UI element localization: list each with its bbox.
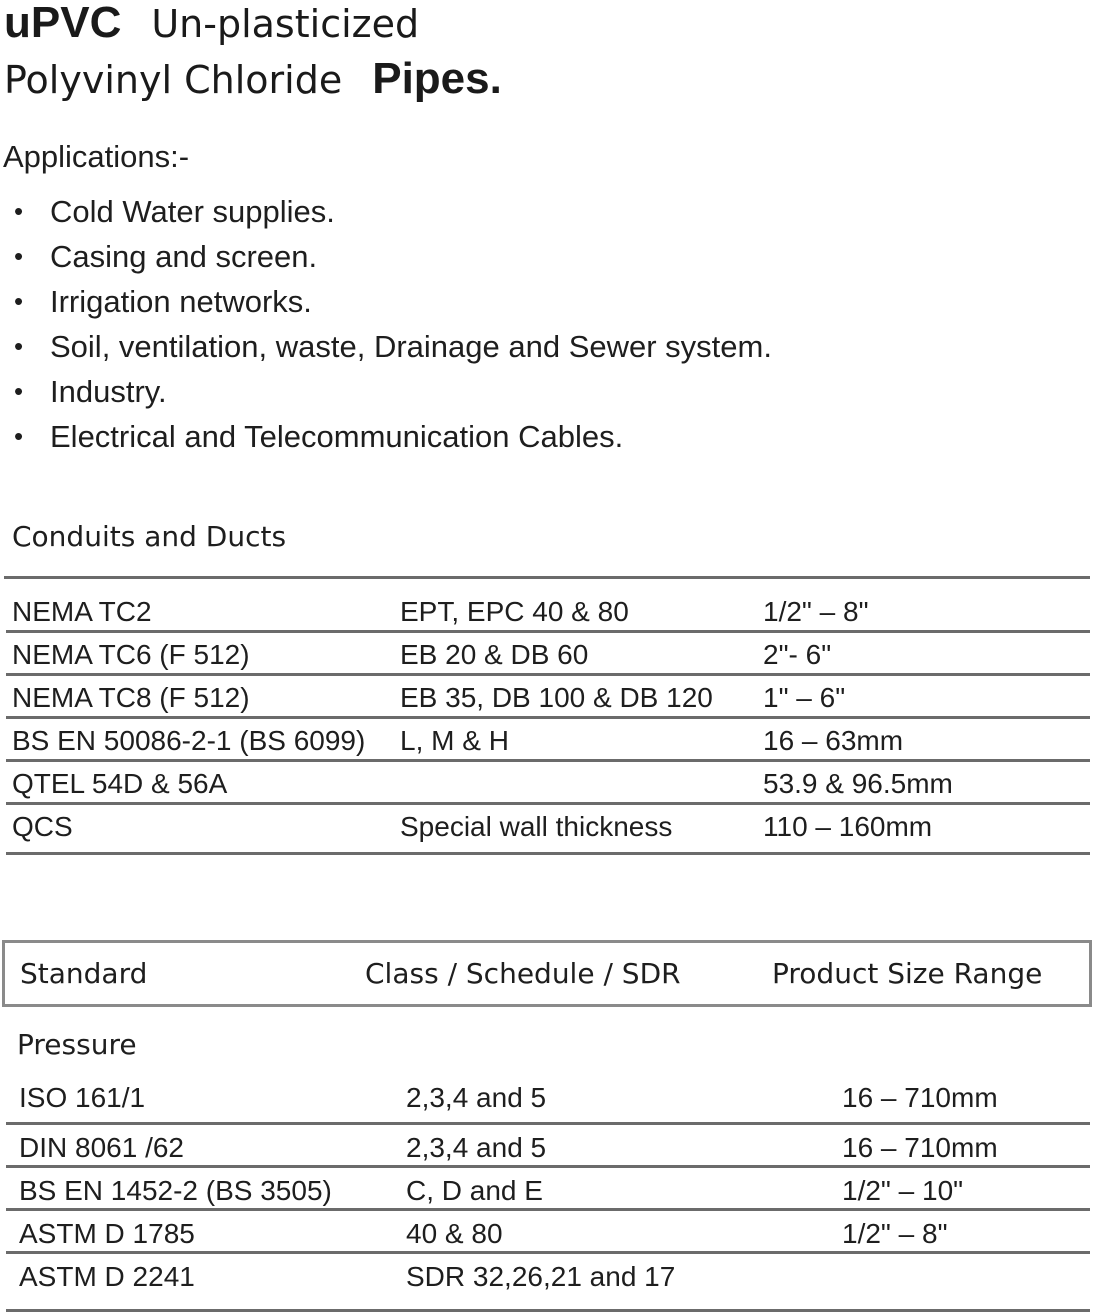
conduit-standard: NEMA TC8 (F 512): [12, 682, 250, 713]
title-pipes: Pipes.: [372, 54, 502, 103]
conduits-top-divider: [4, 576, 1090, 579]
application-item: Soil, ventilation, waste, Drainage and Sewer system.: [50, 328, 772, 364]
table-row: [6, 1254, 1090, 1312]
list-item: [14, 324, 772, 369]
application-item: Industry.: [50, 373, 167, 409]
conduit-standard: BS EN 50086-2-1 (BS 6099): [12, 725, 366, 756]
conduit-standard: QCS: [12, 811, 73, 842]
table-row: [6, 590, 1090, 633]
conduit-size: 1/2" – 8": [763, 596, 869, 627]
bullet-icon: •: [14, 331, 24, 361]
application-item: Irrigation networks.: [50, 283, 312, 319]
title-un-plasticized: Un-plasticized: [151, 2, 420, 46]
list-item: [14, 369, 772, 414]
pressure-standard: DIN 8061 /62: [19, 1132, 184, 1163]
table-row: [6, 633, 1090, 676]
conduit-class: L, M & H: [400, 725, 509, 756]
applications-heading: Applications:-: [3, 139, 190, 174]
pressure-standard: ISO 161/1: [19, 1082, 146, 1113]
table-row: [6, 676, 1090, 719]
list-item: [14, 279, 772, 324]
applications-list: [14, 189, 772, 459]
pressure-size: 1/2" – 8": [842, 1218, 948, 1249]
application-item: Cold Water supplies.: [50, 193, 335, 229]
pressure-standard: ASTM D 2241: [19, 1261, 195, 1292]
table-row: [6, 805, 1090, 855]
conduit-class: EPT, EPC 40 & 80: [400, 596, 629, 627]
bullet-icon: •: [14, 196, 24, 226]
page-title-line-1: [4, 0, 419, 48]
bullet-icon: •: [14, 286, 24, 316]
conduit-class: Special wall thickness: [400, 811, 673, 842]
conduit-standard: NEMA TC6 (F 512): [12, 639, 250, 670]
pressure-standard: BS EN 1452-2 (BS 3505): [19, 1175, 332, 1206]
conduit-size: 110 – 160mm: [763, 811, 933, 842]
pressure-standard: ASTM D 1785: [19, 1218, 195, 1249]
pressure-size: 16 – 710mm: [842, 1082, 998, 1113]
list-item: [14, 414, 772, 459]
pressure-label: Pressure: [17, 1028, 137, 1061]
table-row: [6, 719, 1090, 762]
list-item: [14, 189, 772, 234]
conduit-standard: QTEL 54D & 56A: [12, 768, 228, 799]
pressure-class: 2,3,4 and 5: [406, 1082, 547, 1113]
title-polyvinyl-chloride: Polyvinyl Chloride: [4, 58, 343, 102]
pressure-table: [6, 1075, 1090, 1312]
table-row: [6, 1168, 1090, 1211]
conduit-standard: NEMA TC2: [12, 596, 152, 627]
table-row: [6, 762, 1090, 805]
table-row: [6, 1125, 1090, 1168]
conduits-title: Conduits and Ducts: [12, 520, 287, 553]
conduit-size: 53.9 & 96.5mm: [763, 768, 953, 799]
page-title-line-2: [4, 54, 502, 104]
conduit-size: 1" – 6": [763, 682, 846, 713]
bullet-icon: •: [14, 421, 24, 451]
standards-header: [2, 940, 1092, 1007]
conduits-table: [6, 590, 1090, 855]
conduit-class: EB 35, DB 100 & DB 120: [400, 682, 713, 713]
pressure-class: C, D and E: [406, 1175, 543, 1206]
column-header-size-range: Product Size Range: [772, 957, 1043, 990]
application-item: Electrical and Telecommunication Cables.: [50, 418, 624, 454]
pressure-class: SDR 32,26,21 and 17: [406, 1261, 676, 1292]
application-item: Casing and screen.: [50, 238, 318, 274]
bullet-icon: •: [14, 241, 24, 271]
list-item: [14, 234, 772, 279]
table-row: [6, 1075, 1090, 1125]
pressure-class: 40 & 80: [406, 1218, 503, 1249]
column-header-class: Class / Schedule / SDR: [365, 957, 681, 990]
pressure-class: 2,3,4 and 5: [406, 1132, 547, 1163]
conduit-class: EB 20 & DB 60: [400, 639, 589, 670]
pressure-size: 16 – 710mm: [842, 1132, 998, 1163]
conduit-size: 2"- 6": [763, 639, 832, 670]
conduit-size: 16 – 63mm: [763, 725, 904, 756]
column-header-standard: Standard: [20, 957, 148, 990]
table-row: [6, 1211, 1090, 1254]
pressure-size: 1/2" – 10": [842, 1175, 964, 1206]
title-upvc: uPVC: [4, 0, 122, 47]
bullet-icon: •: [14, 376, 24, 406]
